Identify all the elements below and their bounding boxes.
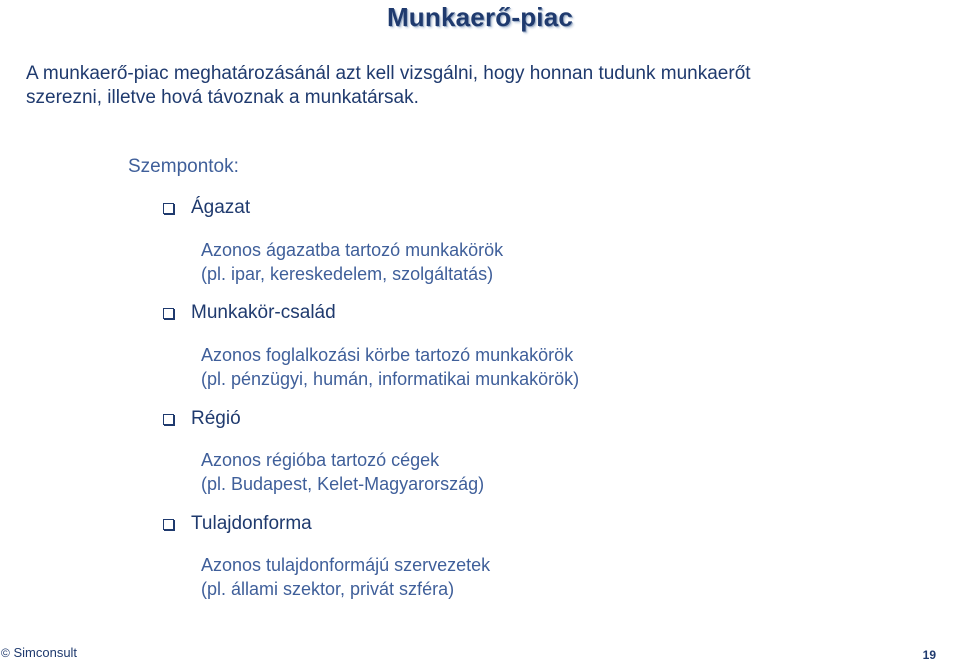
item-label: Régió [191, 408, 241, 429]
list-item-regio [163, 408, 241, 430]
slide-title: Munkaerő-piac [386, 2, 574, 32]
intro-line-2: szerezni, illetve hová távoznak a munkatársak. [26, 87, 419, 108]
item-description [201, 343, 579, 391]
checkbox-bullet-icon [163, 308, 174, 319]
example-line: (pl. pénzügyi, humán, informatikai munkakörök) [201, 369, 580, 389]
page-number: 19 [922, 648, 936, 662]
example-line: (pl. állami szektor, privát szféra) [201, 579, 455, 599]
checkbox-bullet-icon [163, 203, 174, 214]
item-description [201, 238, 503, 286]
description-line: Azonos tulajdonformájú szervezetek [201, 555, 491, 575]
item-label: Ágazat [191, 197, 251, 218]
list-item-agazat [163, 197, 250, 219]
copyright-icon: © [1, 646, 10, 660]
item-description [201, 448, 484, 496]
list-item-munkakor-csalad [163, 302, 336, 324]
footer-copyright [1, 645, 77, 660]
checkbox-bullet-icon [163, 414, 174, 425]
item-description [201, 553, 490, 601]
intro-text [26, 62, 926, 110]
example-line: (pl. Budapest, Kelet-Magyarország) [201, 474, 485, 494]
description-line: Azonos régióba tartozó cégek [201, 450, 440, 470]
company-name: Simconsult [13, 645, 78, 660]
description-line: Azonos ágazatba tartozó munkakörök [201, 240, 504, 260]
intro-line-1: A munkaerő-piac meghatározásánál azt kell vizsgálni, hogy honnan tudunk munkaerőt [26, 63, 751, 84]
item-label: Tulajdonforma [191, 513, 312, 534]
list-item-tulajdonforma [163, 513, 312, 535]
description-line: Azonos foglalkozási körbe tartozó munkakörök [201, 345, 574, 365]
item-label: Munkakör-család [191, 302, 336, 323]
checkbox-bullet-icon [163, 519, 174, 530]
example-line: (pl. ipar, kereskedelem, szolgáltatás) [201, 264, 494, 284]
subheading: Szempontok: [128, 156, 239, 177]
